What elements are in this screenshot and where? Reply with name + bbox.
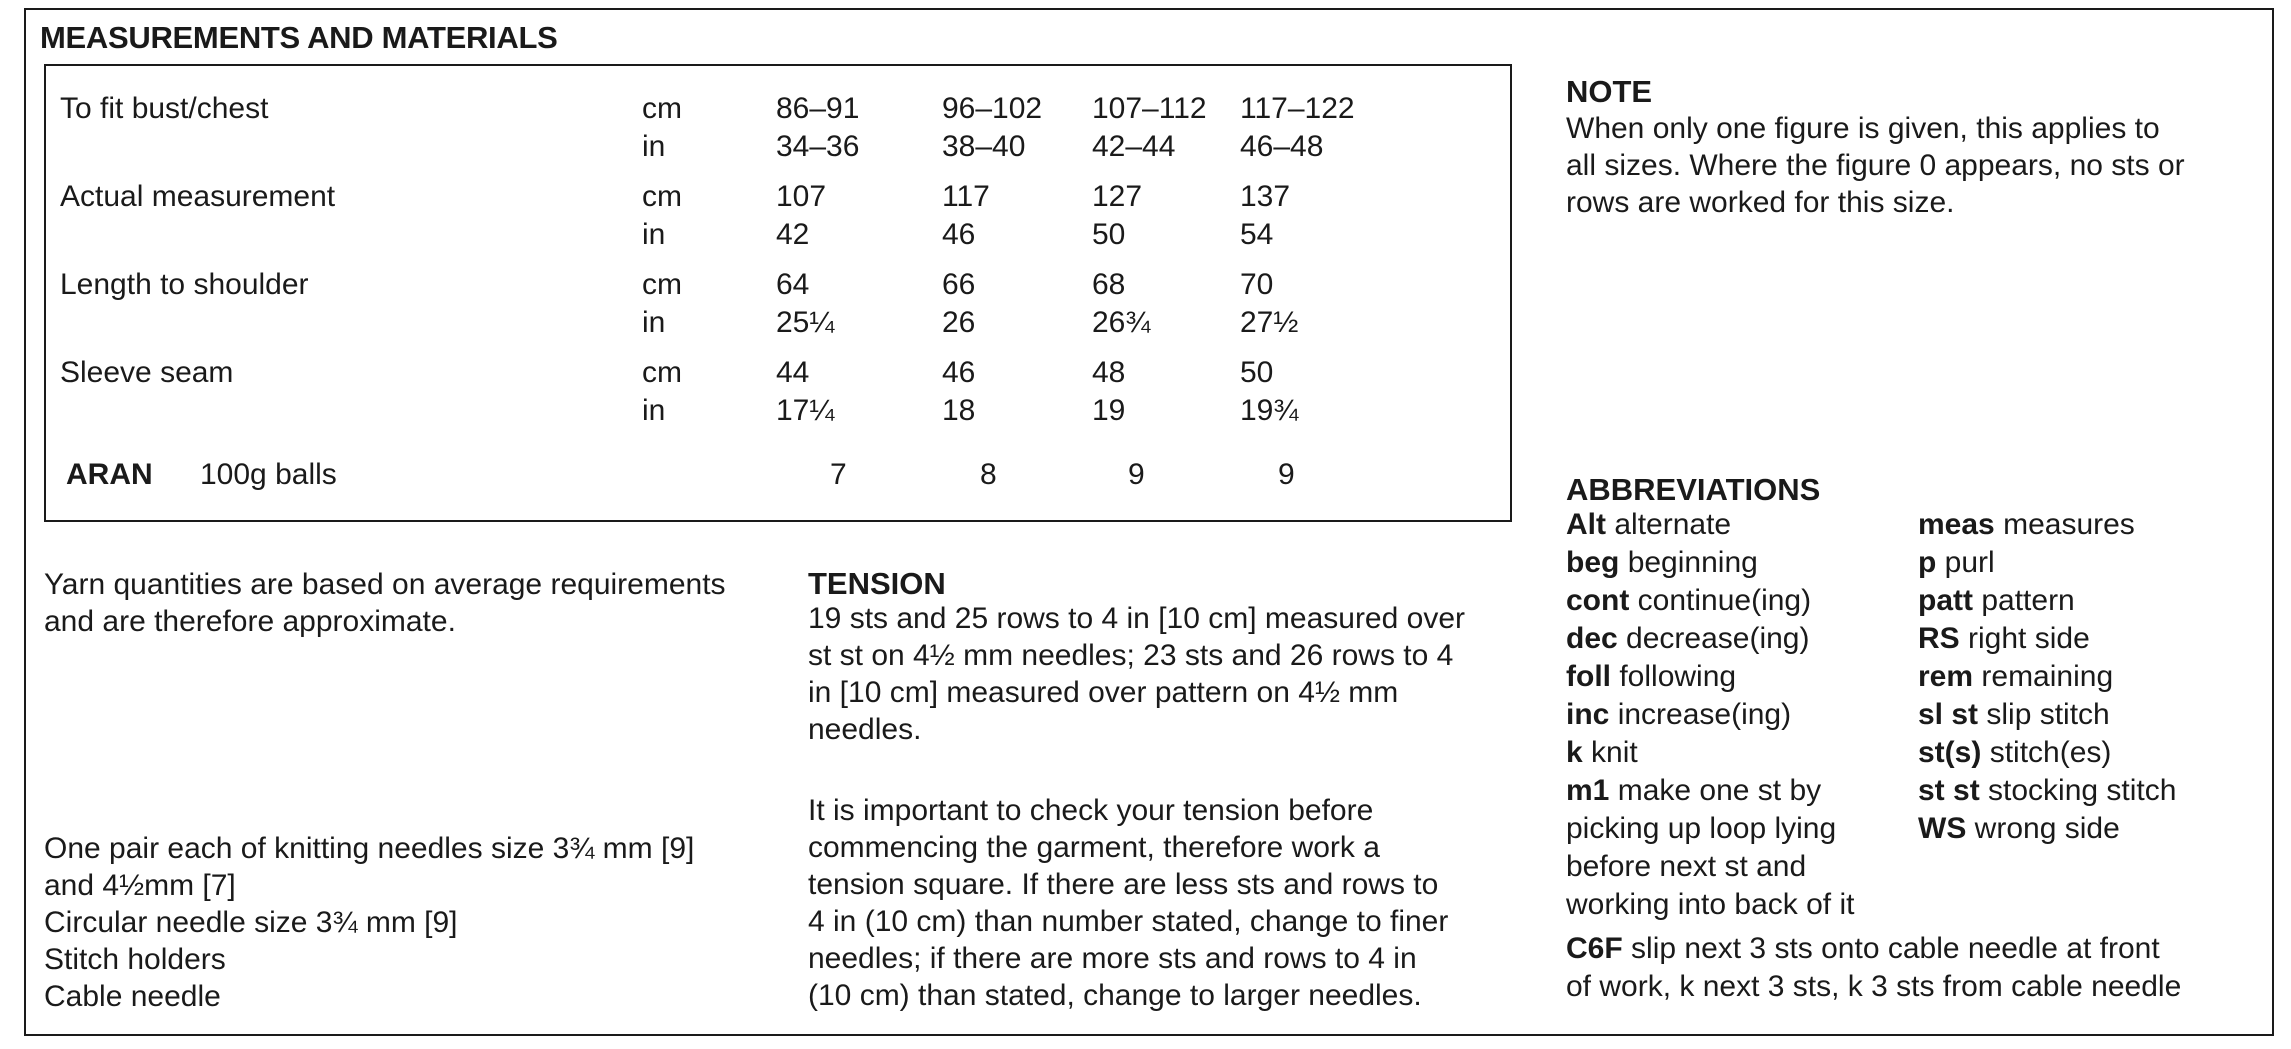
text-line: (10 cm) than stated, change to larger needles. [808,979,1422,1012]
abbr-entry: RS right side [1918,622,2090,655]
yarn-name: ARAN [66,458,153,491]
cell: 19¾ [1240,394,1299,427]
abbr-entry: cont continue(ing) [1566,584,1812,617]
abbr-entry: beg beginning [1566,546,1758,579]
abbr-entry: WS wrong side [1918,812,2120,845]
cell: 117–122 [1240,92,1355,125]
note-text [1566,110,2185,221]
materials-item: One pair each of knitting needles size 3¾ mm [9] [44,832,695,865]
unit-in: in [642,394,666,427]
unit-in: in [642,306,666,339]
cell: 44 [776,356,810,389]
abbr-entry: rem remaining [1918,660,2114,693]
cell: 48 [1092,356,1126,389]
yarn-qty: 9 [1128,458,1145,491]
yarn-qty: 9 [1278,458,1295,491]
unit-in: in [642,218,666,251]
abbr-entry: Alt alternate [1566,508,1732,541]
cell: 50 [1092,218,1126,251]
tension-paragraph-2 [808,792,1448,1014]
text-line: It is important to check your tension before [808,794,1374,827]
materials-item: Stitch holders [44,943,226,976]
abbr-entry: picking up loop lying [1566,812,1837,845]
cell: 46 [942,356,976,389]
unit-cm: cm [642,356,682,389]
cell: 68 [1092,268,1126,301]
cell: 17¼ [776,394,835,427]
cell: 38–40 [942,130,1026,163]
row-label-actual: Actual measurement [60,180,336,213]
cell: 107 [776,180,827,213]
abbr-entry: working into back of it [1566,888,1855,921]
cell: 50 [1240,356,1274,389]
abbr-entry: p purl [1918,546,1995,579]
abbr-entry: inc increase(ing) [1566,698,1792,731]
materials-item: Cable needle [44,980,221,1013]
unit-cm: cm [642,180,682,213]
abbr-entry: dec decrease(ing) [1566,622,1810,655]
cell: 70 [1240,268,1274,301]
abbreviations-left [1566,506,1854,924]
text-line: 19 sts and 25 rows to 4 in [10 cm] measured over [808,602,1465,635]
abbr-entry: k knit [1566,736,1638,769]
cell: 18 [942,394,976,427]
abbr-c6f: C6F slip next 3 sts onto cable needle at front of work, k next 3 sts, k 3 sts from cable needle [1566,932,2182,1003]
materials-item: and 4½mm [7] [44,869,236,902]
cell: 42–44 [1092,130,1176,163]
text-line: in [10 cm] measured over pattern on 4½ mm [808,676,1399,709]
yarn-unit: 100g balls [200,458,337,491]
text-line: commencing the garment, therefore work a [808,831,1380,864]
abbr-entry: st st stocking stitch [1918,774,2177,807]
unit-in: in [642,130,666,163]
cell: 127 [1092,180,1143,213]
yarn-note: Yarn quantities are based on average requirements and are therefore approximate. [44,568,726,638]
note-heading: NOTE [1566,74,1653,109]
cell: 26¾ [1092,306,1151,339]
abbr-entry: st(s) stitch(es) [1918,736,2112,769]
abbr-entry: patt pattern [1918,584,2075,617]
text-line: all sizes. Where the figure 0 appears, no sts or [1566,149,2185,182]
cell: 137 [1240,180,1291,213]
abbr-entry: m1 make one st by [1566,774,1822,807]
cell: 26 [942,306,976,339]
text-line: When only one figure is given, this applies to [1566,112,2160,145]
cell: 64 [776,268,810,301]
abbreviations-heading: ABBREVIATIONS [1566,472,1821,507]
cell: 96–102 [942,92,1043,125]
cell: 117 [942,180,990,213]
cell: 27½ [1240,306,1299,339]
cell: 86–91 [776,92,860,125]
yarn-qty: 8 [980,458,997,491]
tension-heading: TENSION [808,566,946,601]
yarn-qty: 7 [830,458,847,491]
cell: 54 [1240,218,1274,251]
cell: 66 [942,268,976,301]
abbreviations-right [1918,506,2176,848]
materials-item: Circular needle size 3¾ mm [9] [44,906,458,939]
abbr-entry: meas measures [1918,508,2135,541]
unit-cm: cm [642,92,682,125]
cell: 34–36 [776,130,860,163]
cell: 46–48 [1240,130,1324,163]
materials-list [44,830,694,1015]
tension-paragraph-1 [808,600,1465,748]
cell: 42 [776,218,810,251]
text-line: 4 in (10 cm) than number stated, change to finer [808,905,1449,938]
cell: 19 [1092,394,1126,427]
abbr-entry: sl st slip stitch [1918,698,2110,731]
text-line: tension square. If there are less sts and rows to [808,868,1439,901]
text-line: st st on 4½ mm needles; 23 sts and 26 rows to 4 [808,639,1454,672]
cell: 46 [942,218,976,251]
row-label-length: Length to shoulder [60,268,309,301]
row-label-bust: To fit bust/chest [60,92,269,125]
text-line: needles. [808,713,922,746]
unit-cm: cm [642,268,682,301]
abbr-entry: foll following [1566,660,1737,693]
text-line: rows are worked for this size. [1566,186,1955,219]
cell: 107–112 [1092,92,1207,125]
cell: 25¼ [776,306,835,339]
abbr-entry: before next st and [1566,850,1807,883]
page-title: MEASUREMENTS AND MATERIALS [40,20,558,55]
row-label-sleeve: Sleeve seam [60,356,234,389]
text-line: needles; if there are more sts and rows to 4 in [808,942,1417,975]
